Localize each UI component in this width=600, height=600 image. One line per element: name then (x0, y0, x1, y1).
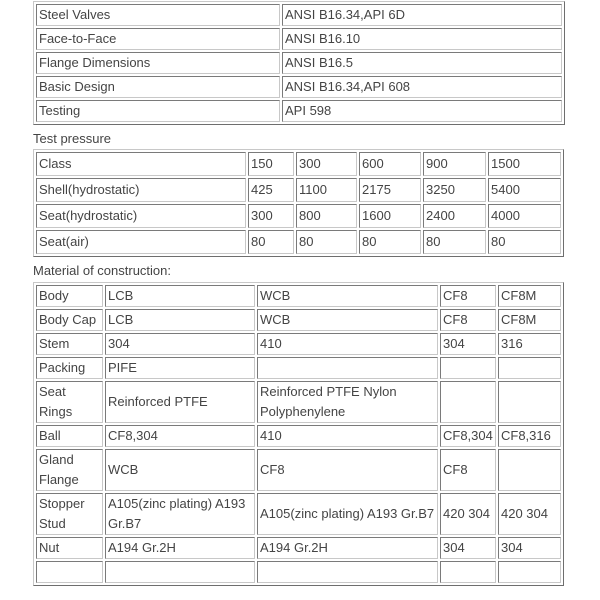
material-value: CF8 (440, 449, 496, 491)
table-row (36, 178, 561, 202)
material-value: CF8 (257, 449, 438, 491)
material-value: A194 Gr.2H (105, 537, 255, 559)
standard-value: ANSI B16.34,API 608 (282, 76, 562, 98)
table-row (36, 561, 561, 583)
material-value: A105(zinc plating) A193 Gr.B7 (105, 493, 255, 535)
table-row (36, 309, 561, 331)
material-value: 304 (440, 537, 496, 559)
pressure-value: 2175 (359, 178, 421, 202)
material-part: Stem (36, 333, 103, 355)
material-value: A194 Gr.2H (257, 537, 438, 559)
table-row (36, 357, 561, 379)
material-value: 304 (498, 537, 561, 559)
table-row (36, 52, 562, 74)
test-pressure-caption: Test pressure (33, 131, 112, 146)
pressure-value: 80 (423, 230, 486, 254)
standard-value: ANSI B16.5 (282, 52, 562, 74)
material-value: WCB (257, 309, 438, 331)
material-value: Reinforced PTFE Nylon Polyphenylene (257, 381, 438, 423)
pressure-value: 1100 (296, 178, 357, 202)
material-part: Gland Flange (36, 449, 103, 491)
material-value: LCB (105, 309, 255, 331)
material-value (440, 381, 496, 423)
pressure-value: 425 (248, 178, 294, 202)
pressure-value: 80 (359, 230, 421, 254)
standard-label: Flange Dimensions (36, 52, 280, 74)
material-value: CF8,316 (498, 425, 561, 447)
material-part: Stopper Stud (36, 493, 103, 535)
pressure-value: 80 (248, 230, 294, 254)
pressure-value: 5400 (488, 178, 561, 202)
material-value: PIFE (105, 357, 255, 379)
pressure-value: 80 (488, 230, 561, 254)
standard-value: API 598 (282, 100, 562, 122)
material-caption: Material of construction: (33, 263, 172, 278)
table-row (36, 100, 562, 122)
pressure-value: 300 (296, 152, 357, 176)
material-value: CF8M (498, 309, 561, 331)
material-value: 420 304 (440, 493, 496, 535)
table-row (36, 230, 561, 254)
material-value: 410 (257, 425, 438, 447)
pressure-value: 300 (248, 204, 294, 228)
material-value: WCB (257, 285, 438, 307)
material-table (33, 282, 564, 586)
test-pressure-table (33, 149, 564, 257)
standard-label: Steel Valves (36, 4, 280, 26)
standard-label: Testing (36, 100, 280, 122)
table-row (36, 333, 561, 355)
table-row (36, 4, 562, 26)
pressure-value: 1600 (359, 204, 421, 228)
material-value (257, 561, 438, 583)
material-value: 304 (440, 333, 496, 355)
pressure-label: Class (36, 152, 246, 176)
table-row (36, 204, 561, 228)
material-value (498, 381, 561, 423)
table-row (36, 425, 561, 447)
material-value: Reinforced PTFE (105, 381, 255, 423)
material-value: 316 (498, 333, 561, 355)
pressure-value: 80 (296, 230, 357, 254)
table-row (36, 76, 562, 98)
pressure-label: Shell(hydrostatic) (36, 178, 246, 202)
material-value: LCB (105, 285, 255, 307)
table-row (36, 285, 561, 307)
material-value: A105(zinc plating) A193 Gr.B7 (257, 493, 438, 535)
material-value: WCB (105, 449, 255, 491)
table-row (36, 28, 562, 50)
pressure-label: Seat(air) (36, 230, 246, 254)
pressure-value: 800 (296, 204, 357, 228)
material-value (498, 561, 561, 583)
material-value (440, 561, 496, 583)
pressure-value: 3250 (423, 178, 486, 202)
material-value (498, 357, 561, 379)
pressure-value: 900 (423, 152, 486, 176)
pressure-label: Seat(hydrostatic) (36, 204, 246, 228)
table-row (36, 493, 561, 535)
pressure-value: 2400 (423, 204, 486, 228)
standard-value: ANSI B16.10 (282, 28, 562, 50)
material-part: Body (36, 285, 103, 307)
material-part: Ball (36, 425, 103, 447)
table-row (36, 381, 561, 423)
table-row (36, 152, 561, 176)
material-part: Nut (36, 537, 103, 559)
standard-value: ANSI B16.34,API 6D (282, 4, 562, 26)
material-value: CF8 (440, 309, 496, 331)
material-part: Body Cap (36, 309, 103, 331)
material-value (257, 357, 438, 379)
material-value: 420 304 (498, 493, 561, 535)
pressure-value: 1500 (488, 152, 561, 176)
material-value: CF8 (440, 285, 496, 307)
material-value (440, 357, 496, 379)
material-part: Packing (36, 357, 103, 379)
standards-table (33, 1, 565, 125)
pressure-value: 150 (248, 152, 294, 176)
standard-label: Face-to-Face (36, 28, 280, 50)
table-row (36, 449, 561, 491)
material-part (36, 561, 103, 583)
table-row (36, 537, 561, 559)
material-value (105, 561, 255, 583)
pressure-value: 600 (359, 152, 421, 176)
material-part: Seat Rings (36, 381, 103, 423)
material-value: CF8,304 (440, 425, 496, 447)
material-value: 304 (105, 333, 255, 355)
material-value: 410 (257, 333, 438, 355)
material-value: CF8M (498, 285, 561, 307)
material-value (498, 449, 561, 491)
standard-label: Basic Design (36, 76, 280, 98)
pressure-value: 4000 (488, 204, 561, 228)
material-value: CF8,304 (105, 425, 255, 447)
